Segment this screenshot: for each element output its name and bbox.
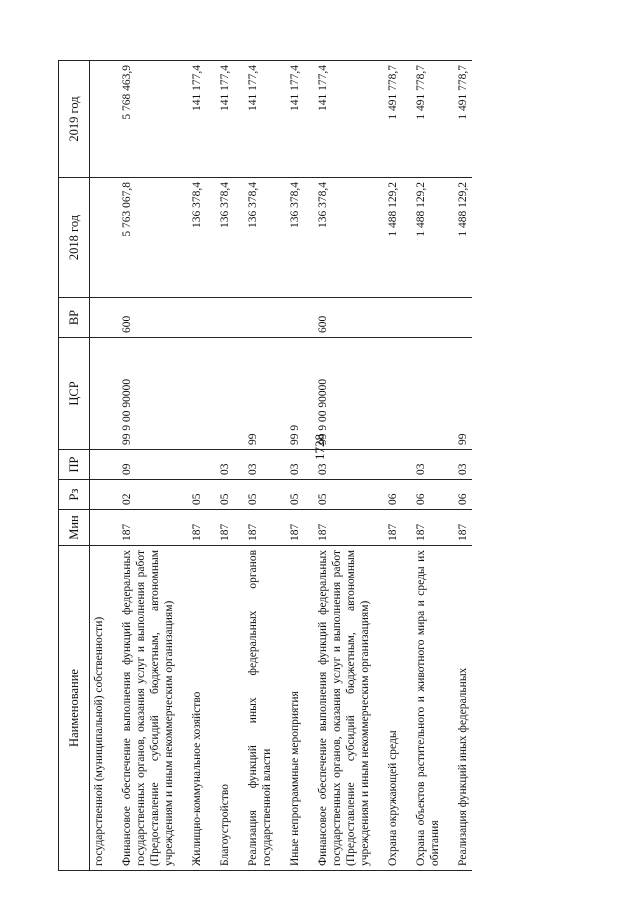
row-2019: 141 177,4	[286, 61, 314, 178]
table-body	[90, 61, 473, 871]
header-rz: Рз	[59, 480, 90, 510]
row-2019: 5 768 463,9	[118, 61, 188, 178]
row-2018: 1 488 129,2	[454, 178, 472, 298]
row-vr	[286, 298, 314, 338]
row-2019: 141 177,4	[314, 61, 384, 178]
row-name: Благоустройство	[216, 546, 244, 871]
row-rz: 05	[286, 480, 314, 510]
row-rz: 05	[216, 480, 244, 510]
page-number-text: 1728	[312, 434, 327, 460]
row-min: 187	[244, 510, 286, 546]
row-min: 187	[216, 510, 244, 546]
row-2019: 1 491 778,7	[412, 61, 454, 178]
row-2018: 136 378,4	[216, 178, 244, 298]
budget-table	[58, 60, 472, 871]
row-name: Иные непрограммные мероприятия	[286, 546, 314, 871]
table-header	[59, 61, 90, 871]
row-rz	[90, 480, 119, 510]
table-row	[384, 61, 412, 871]
row-pr	[188, 450, 216, 480]
row-vr: 600	[314, 298, 384, 338]
row-2018: 136 378,4	[188, 178, 216, 298]
table-row	[118, 61, 188, 871]
row-2018: 1 488 129,2	[384, 178, 412, 298]
header-vr: ВР	[59, 298, 90, 338]
table-row	[314, 61, 384, 871]
row-2019: 141 177,4	[188, 61, 216, 178]
row-pr: 03	[216, 450, 244, 480]
row-min: 187	[454, 510, 472, 546]
row-csr	[384, 338, 412, 450]
row-name: Реализация функций иных федеральных органов государственной власти	[244, 546, 286, 871]
row-rz: 06	[412, 480, 454, 510]
row-csr: 99 9 00 90000	[314, 338, 384, 450]
table-row	[244, 61, 286, 871]
row-vr	[90, 298, 119, 338]
row-pr: 03	[454, 450, 472, 480]
row-rz: 05	[188, 480, 216, 510]
table-row	[412, 61, 454, 871]
row-min: 187	[314, 510, 384, 546]
row-csr: 99 9 00 90000	[118, 338, 188, 450]
header-2019: 2019 год	[59, 61, 90, 178]
header-pr: ПР	[59, 450, 90, 480]
row-vr	[244, 298, 286, 338]
row-min: 187	[188, 510, 216, 546]
row-min: 187	[412, 510, 454, 546]
row-vr	[384, 298, 412, 338]
header-min: Мин	[59, 510, 90, 546]
row-csr	[216, 338, 244, 450]
row-pr	[90, 450, 119, 480]
row-rz: 06	[384, 480, 412, 510]
row-pr: 09	[118, 450, 188, 480]
table-row	[286, 61, 314, 871]
row-2018: 5 763 067,8	[118, 178, 188, 298]
rotated-table-container	[58, 61, 598, 871]
row-pr: 03	[286, 450, 314, 480]
row-csr: 99	[454, 338, 472, 450]
row-2019: 141 177,4	[244, 61, 286, 178]
table-row	[90, 61, 119, 871]
row-2018: 136 378,4	[286, 178, 314, 298]
row-min: 187	[118, 510, 188, 546]
row-pr: 03	[412, 450, 454, 480]
row-csr	[412, 338, 454, 450]
row-name: Жилищно-коммунальное хозяйство	[188, 546, 216, 871]
header-2018: 2018 год	[59, 178, 90, 298]
row-name: Финансовое обеспечение выполнения функций федеральных государственных органов, оказания услуг и выполнения работ (Предоставление субсидий бюджетным, автономным учреждениям и иным некоммерческим организациям)	[314, 546, 384, 871]
row-rz: 05	[314, 480, 384, 510]
row-csr	[188, 338, 216, 450]
row-name: государственной (муниципальной) собственности)	[90, 546, 119, 871]
row-vr: 600	[118, 298, 188, 338]
row-2019: 1 491 778,7	[384, 61, 412, 178]
row-2019: 141 177,4	[216, 61, 244, 178]
row-vr	[188, 298, 216, 338]
row-2018: 1 488 129,2	[412, 178, 454, 298]
row-pr	[384, 450, 412, 480]
table-row	[188, 61, 216, 871]
table-row	[216, 61, 244, 871]
table-row	[454, 61, 472, 871]
row-2019: 1 491 778,7	[454, 61, 472, 178]
row-pr: 03	[314, 450, 384, 480]
row-2018: 136 378,4	[244, 178, 286, 298]
row-min: 187	[384, 510, 412, 546]
row-name: Охрана окружающей среды	[384, 546, 412, 871]
header-csr: ЦСР	[59, 338, 90, 450]
row-2019	[90, 61, 119, 178]
row-name: Реализация функций иных федеральных	[454, 546, 472, 871]
row-csr: 99 9	[286, 338, 314, 450]
row-csr	[90, 338, 119, 450]
row-vr	[454, 298, 472, 338]
row-rz: 05	[244, 480, 286, 510]
row-csr: 99	[244, 338, 286, 450]
row-name: Охрана объектов растительного и животного мира и среды их обитания	[412, 546, 454, 871]
header-name: Наименование	[59, 546, 90, 871]
row-vr	[216, 298, 244, 338]
row-2018	[90, 178, 119, 298]
row-pr: 03	[244, 450, 286, 480]
row-vr	[412, 298, 454, 338]
row-2018: 136 378,4	[314, 178, 384, 298]
row-rz: 02	[118, 480, 188, 510]
row-name: Финансовое обеспечение выполнения функций федеральных государственных органов, оказания услуг и выполнения работ (Предоставление субсидий бюджетным, автономным учреждениям и иным некоммерческим организациям)	[118, 546, 188, 871]
row-min	[90, 510, 119, 546]
row-min: 187	[286, 510, 314, 546]
row-rz: 06	[454, 480, 472, 510]
